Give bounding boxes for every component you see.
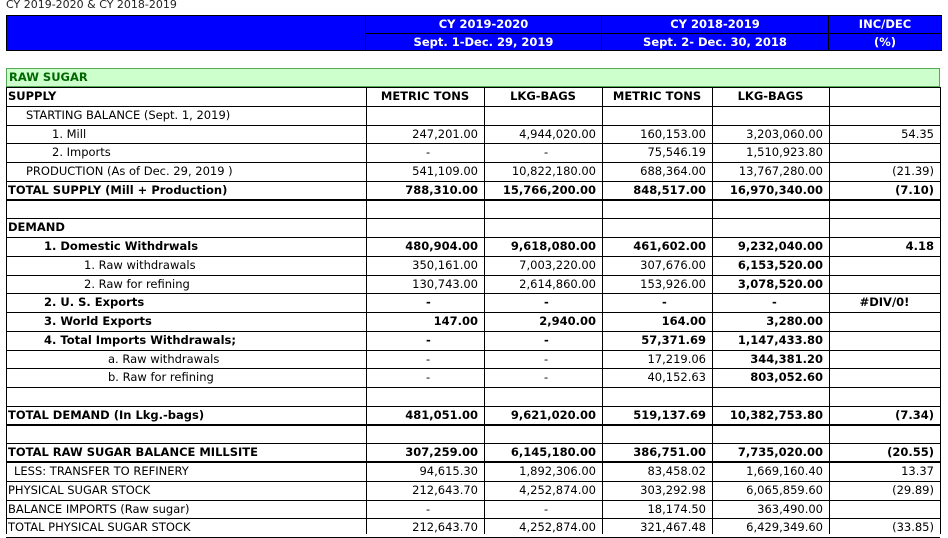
- table-row: [6, 237, 940, 256]
- column-divider: [940, 87, 941, 534]
- row-value: (7.34): [895, 407, 934, 422]
- row-value: (7.10): [895, 182, 934, 197]
- header-inc-dec-unit: (%): [873, 35, 897, 49]
- row-value: 481,051.00: [405, 407, 478, 422]
- row-value: 10,382,753.80: [729, 407, 823, 422]
- row-value: METRIC TONS: [612, 89, 702, 103]
- row-label: 3. World Exports: [44, 314, 152, 328]
- row-value: 307,259.00: [405, 445, 478, 460]
- header-left-blank: [6, 15, 366, 51]
- table-row: [6, 125, 940, 144]
- row-value: [829, 256, 940, 275]
- section-raw-sugar-label: RAW SUGAR: [9, 70, 88, 84]
- table-row: [6, 106, 940, 125]
- table-row: [6, 331, 940, 350]
- header-inc-dec-title: INC/DEC: [858, 17, 912, 31]
- row-value: [829, 350, 940, 369]
- row-value: 15,766,200.00: [502, 182, 596, 197]
- row-value: 4,252,874.00: [519, 520, 596, 535]
- row-value: 307,676.00: [640, 257, 706, 272]
- row-label: DEMAND: [8, 220, 65, 235]
- table-caption: CY 2019-2020 & CY 2018-2019: [6, 0, 177, 11]
- row-value: 848,517.00: [633, 182, 706, 197]
- column-divider: [366, 87, 367, 534]
- row-value: 386,751.00: [633, 445, 706, 460]
- row-label: 2. Imports: [52, 145, 111, 160]
- row-value: [484, 425, 602, 444]
- column-divider: [484, 87, 485, 534]
- row-value: [829, 106, 940, 125]
- row-value: [712, 218, 829, 237]
- row-value: [712, 200, 829, 219]
- row-value: METRIC TONS: [380, 89, 470, 103]
- column-divider: [602, 87, 603, 534]
- row-value: 16,970,340.00: [729, 182, 823, 197]
- row-value: 350,161.00: [412, 257, 478, 272]
- row-value: 303,292.98: [640, 482, 706, 497]
- row-value: (20.55): [887, 445, 934, 460]
- row-value: [829, 275, 940, 294]
- header-cy-2018-2019-title: CY 2018-2019: [670, 17, 760, 31]
- table-row: [6, 350, 940, 369]
- row-value: 480,904.00: [405, 239, 478, 253]
- row-label: 1. Mill: [52, 126, 87, 141]
- row-value: 57,371.69: [641, 332, 706, 347]
- row-value: 164.00: [661, 314, 706, 328]
- row-label: BALANCE IMPORTS (Raw sugar): [8, 501, 190, 516]
- row-value: 4,944,020.00: [519, 126, 596, 141]
- row-value: 363,490.00: [757, 501, 823, 516]
- row-label: TOTAL DEMAND (In Lkg.-bags): [8, 407, 205, 422]
- row-value: [484, 387, 602, 406]
- row-value: 1,147,433.80: [737, 332, 823, 347]
- row-value: 75,546.19: [647, 145, 706, 160]
- row-value: 541,109.00: [412, 164, 478, 178]
- column-divider: [829, 87, 830, 534]
- header-cy-2019-2020-period: Sept. 1-Dec. 29, 2019: [413, 35, 554, 49]
- row-label: TOTAL SUPPLY (Mill + Production): [8, 182, 228, 197]
- row-value: [602, 200, 712, 219]
- table-row: [6, 387, 940, 406]
- header-inc-dec: [828, 15, 942, 51]
- row-value: -: [544, 332, 549, 347]
- row-value: LKG-BAGS: [510, 89, 576, 103]
- table-row: [6, 500, 940, 519]
- header-cy-2019-2020-title: CY 2019-2020: [438, 17, 529, 31]
- row-value: LKG-BAGS: [737, 89, 804, 103]
- row-value: -: [544, 145, 549, 160]
- row-value: -: [544, 501, 549, 516]
- row-value: 13,767,280.00: [738, 164, 823, 178]
- row-value: 247,201.00: [412, 126, 478, 141]
- row-divider: [6, 406, 940, 407]
- row-value: 40,152.63: [647, 370, 706, 385]
- row-value: 212,643.70: [412, 520, 478, 535]
- row-divider: [6, 181, 940, 182]
- row-value: 7,003,220.00: [519, 257, 596, 272]
- row-value: -: [772, 295, 777, 310]
- row-value: 3,078,520.00: [737, 276, 823, 291]
- row-value: [829, 87, 940, 106]
- row-value: 4.18: [905, 239, 934, 253]
- row-value: -: [544, 351, 549, 366]
- table-row: [6, 312, 940, 331]
- table-top-border: [6, 87, 940, 88]
- table-row: [6, 481, 940, 500]
- header-cy-2019-2020: [365, 15, 602, 51]
- row-value: (33.85): [892, 520, 934, 535]
- row-value: [829, 331, 940, 350]
- row-value: 83,458.02: [647, 464, 706, 478]
- row-label: PRODUCTION (As of Dec. 29, 2019 ): [26, 164, 233, 178]
- table-row: [6, 218, 940, 237]
- row-value: 160,153.00: [640, 126, 706, 141]
- row-label: [6, 425, 366, 444]
- row-value: 461,602.00: [633, 239, 706, 253]
- row-value: 2,940.00: [539, 314, 596, 328]
- row-label: 2. Raw for refining: [84, 276, 190, 291]
- row-value: 147.00: [433, 314, 478, 328]
- row-value: [712, 425, 829, 444]
- row-label: 1. Raw withdrawals: [84, 257, 196, 272]
- row-value: [829, 218, 940, 237]
- table-row: [6, 293, 940, 312]
- row-value: [366, 218, 484, 237]
- row-value: 6,153,520.00: [737, 257, 823, 272]
- row-label: 2. U. S. Exports: [44, 295, 145, 310]
- row-value: [484, 106, 602, 125]
- row-value: [829, 500, 940, 519]
- row-label: 4. Total Imports Withdrawals;: [44, 332, 236, 347]
- row-value: [366, 106, 484, 125]
- table-row: [6, 181, 940, 200]
- table-row: [6, 518, 940, 537]
- row-value: 18,174.50: [647, 501, 706, 516]
- row-value: [602, 218, 712, 237]
- row-value: 1,892,306.00: [519, 464, 596, 478]
- row-value: -: [662, 295, 667, 310]
- row-value: -: [426, 295, 431, 310]
- row-value: -: [426, 370, 431, 385]
- section-raw-sugar: [6, 68, 940, 87]
- table-row: [6, 162, 940, 181]
- row-value: [602, 425, 712, 444]
- row-value: [712, 387, 829, 406]
- row-label: TOTAL PHYSICAL SUGAR STOCK: [8, 520, 191, 535]
- row-value: 6,429,349.60: [746, 520, 823, 535]
- row-value: [484, 200, 602, 219]
- row-value: [602, 387, 712, 406]
- row-value: 688,364.00: [640, 164, 706, 178]
- row-label: TOTAL RAW SUGAR BALANCE MILLSITE: [8, 445, 259, 460]
- row-value: [829, 200, 940, 219]
- table-row: [6, 368, 940, 387]
- row-label: STARTING BALANCE (Sept. 1, 2019): [26, 107, 231, 122]
- row-value: 803,052.60: [750, 370, 823, 385]
- row-value: 9,621,020.00: [510, 407, 596, 422]
- row-value: [366, 387, 484, 406]
- row-value: (29.89): [892, 482, 934, 497]
- row-label: 1. Domestic Withdrwals: [44, 239, 199, 253]
- row-value: 3,280.00: [766, 314, 823, 328]
- row-value: [366, 425, 484, 444]
- row-value: #DIV/0!: [859, 295, 910, 310]
- row-value: [829, 312, 940, 331]
- row-value: -: [544, 295, 549, 310]
- row-value: 1,669,160.40: [746, 464, 823, 478]
- row-value: [829, 143, 940, 162]
- row-label: PHYSICAL SUGAR STOCK: [8, 482, 151, 497]
- row-value: [366, 200, 484, 219]
- row-value: 54.35: [901, 126, 934, 141]
- row-label: LESS: TRANSFER TO REFINERY: [14, 464, 189, 478]
- row-value: 13.37: [901, 464, 934, 478]
- row-value: -: [426, 351, 431, 366]
- row-value: -: [426, 145, 431, 160]
- row-value: 321,467.48: [640, 520, 706, 535]
- row-value: 6,065,859.60: [746, 482, 823, 497]
- row-value: [829, 425, 940, 444]
- table-row: [6, 200, 940, 219]
- row-value: 6,145,180.00: [510, 445, 596, 460]
- header-cy-2018-2019-period: Sept. 2- Dec. 30, 2018: [643, 35, 787, 49]
- row-value: 153,926.00: [640, 276, 706, 291]
- table-row: [6, 406, 940, 425]
- row-value: 3,203,060.00: [746, 126, 823, 141]
- row-value: (21.39): [892, 164, 934, 178]
- row-label: a. Raw withdrawals: [108, 351, 220, 366]
- column-divider: [712, 87, 713, 534]
- row-value: [602, 106, 712, 125]
- row-value: 519,137.69: [633, 407, 706, 422]
- row-label: SUPPLY: [8, 89, 57, 103]
- row-value: 4,252,874.00: [519, 482, 596, 497]
- row-value: [829, 368, 940, 387]
- row-value: 94,615.30: [419, 464, 478, 478]
- table-row: [6, 443, 940, 462]
- row-value: 344,381.20: [750, 351, 823, 366]
- row-value: 7,735,020.00: [737, 445, 823, 460]
- row-value: -: [426, 332, 431, 347]
- row-value: [829, 387, 940, 406]
- row-label: b. Raw for refining: [108, 370, 214, 385]
- table-row: [6, 275, 940, 294]
- row-value: -: [544, 370, 549, 385]
- row-value: 212,643.70: [412, 482, 478, 497]
- table-row: [6, 462, 940, 481]
- table-row: [6, 143, 940, 162]
- row-value: 2,614,860.00: [519, 276, 596, 291]
- row-value: [712, 106, 829, 125]
- row-value: 10,822,180.00: [511, 164, 596, 178]
- row-value: 9,232,040.00: [737, 239, 823, 253]
- row-divider: [6, 443, 940, 444]
- header-cy-2018-2019: [601, 15, 829, 51]
- row-label: [6, 200, 366, 219]
- row-value: 788,310.00: [405, 182, 478, 197]
- column-divider: [6, 87, 7, 534]
- row-value: 1,510,923.80: [746, 145, 823, 160]
- row-value: -: [426, 501, 431, 516]
- row-value: [484, 218, 602, 237]
- row-value: 130,743.00: [412, 276, 478, 291]
- row-value: 9,618,080.00: [510, 239, 596, 253]
- table-row: [6, 256, 940, 275]
- row-label: [6, 387, 366, 406]
- table-row: [6, 87, 940, 106]
- row-value: 17,219.06: [647, 351, 706, 366]
- table-row: [6, 425, 940, 444]
